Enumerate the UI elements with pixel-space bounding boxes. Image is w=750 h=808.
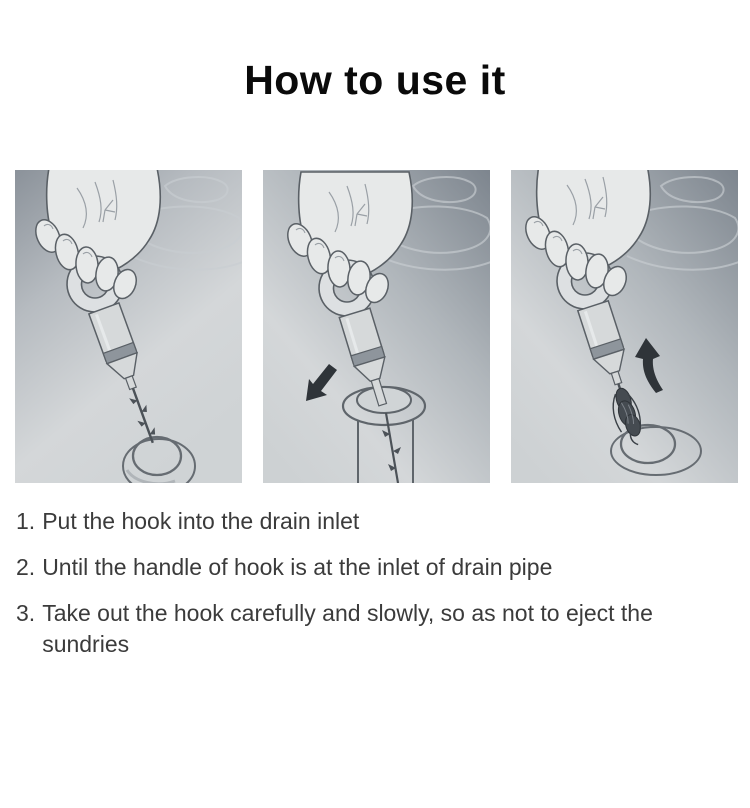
page-title: How to use it [244, 57, 506, 103]
step-text: Take out the hook carefully and slowly, so as not to eject the sundries [42, 600, 653, 658]
step-number: 1. [16, 508, 36, 535]
illustration-step-1 [15, 170, 242, 483]
instruction-step-2 [16, 552, 750, 583]
illustration-step-1-image [15, 170, 242, 483]
illustration-step-2-image [263, 170, 490, 483]
illustration-step-2 [263, 170, 490, 483]
step-number: 2. [16, 554, 36, 581]
instruction-step-3 [16, 598, 750, 660]
step-text: Until the handle of hook is at the inlet of drain pipe [42, 554, 553, 581]
illustration-panels [0, 170, 750, 483]
instruction-step-1 [16, 506, 750, 537]
instruction-list [0, 506, 750, 660]
instruction-sheet [0, 58, 750, 808]
illustration-step-3-image [511, 170, 738, 483]
step-number: 3. [16, 600, 36, 627]
step-text: Put the hook into the drain inlet [42, 508, 360, 535]
illustration-step-3 [511, 170, 738, 483]
page [0, 58, 750, 808]
